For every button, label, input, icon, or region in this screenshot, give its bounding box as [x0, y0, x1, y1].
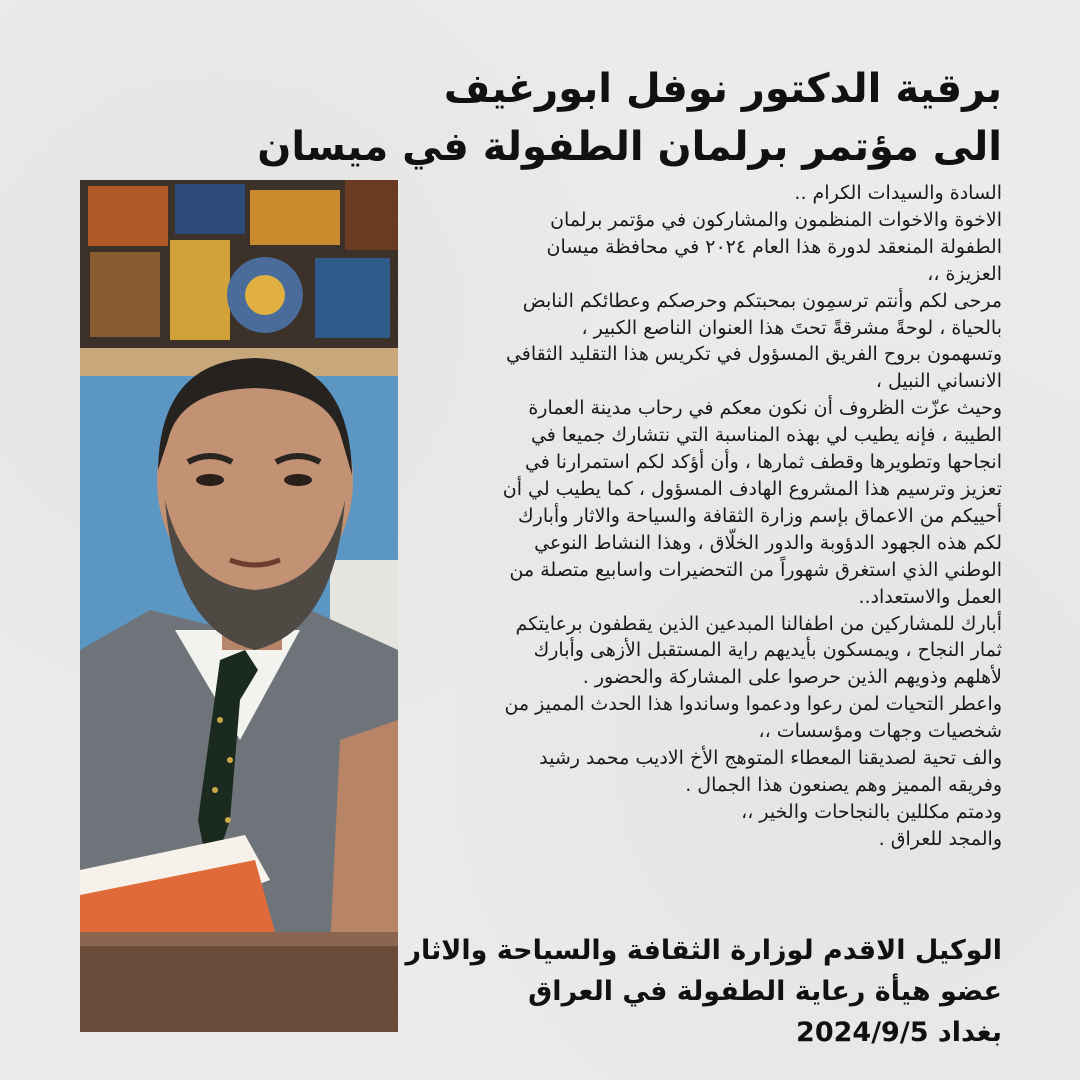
letter-line: الطيبة ، فإنه يطيب لي بهذه المناسبة التي نتشارك جميعا في — [530, 424, 1002, 447]
letter-line: الانساني النبيل ، — [875, 370, 1002, 393]
letter-line: انجاحها وتطويرها وقطف ثمارها ، وأن أؤكد لكم استمرارنا في — [524, 451, 1002, 474]
letter-line: العمل والاستعداد.. — [858, 585, 1002, 608]
letter-line: وفريقه المميز وهم يصنعون هذا الجمال . — [685, 773, 1002, 796]
signature-place-date: بغداد 2024/9/5 — [796, 1017, 1002, 1048]
letter-line: لكم هذه الجهود الدؤوبة والدور الخلّاق ، وهذا النشاط النوعي — [534, 531, 1002, 554]
title-line-1: برقية الدكتور نوفل ابورغيف — [443, 66, 1002, 112]
letter-line: لأهلهم وذويهم الذين حرصوا على المشاركة والحضور . — [582, 666, 1002, 689]
portrait-photo — [80, 180, 398, 1032]
letter-line: ودمتم مكللين بالنجاحات والخير ،، — [741, 800, 1002, 823]
letter-line: أبارك للمشاركين من اطفالنا المبدعين الذين يقطفون برعايتكم — [515, 612, 1002, 635]
signature-membership: عضو هيأة رعاية الطفولة في العراق — [528, 976, 1002, 1007]
portrait-illustration — [80, 180, 398, 1032]
signature-title: الوكيل الاقدم لوزارة الثقافة والسياحة والاثار — [405, 935, 1002, 966]
letter-line: الطفولة المنعقد لدورة هذا العام ٢٠٢٤ في محافظة ميسان — [546, 235, 1002, 258]
letter-line: الاخوة والاخوات المنظمون والمشاركون في مؤتمر برلمان — [550, 208, 1002, 231]
signature-block — [382, 930, 1002, 1053]
letter-line: تعزيز وترسيم هذا المشروع الهادف المسؤول ، كما يطيب لي أن — [502, 477, 1002, 500]
letter-body — [410, 180, 1002, 853]
letter-line: السادة والسيدات الكرام .. — [794, 182, 1002, 204]
letter-line: وحيث عزّت الظروف أن نكون معكم في رحاب مدينة العمارة — [528, 397, 1002, 420]
letter-line: شخصيات وجهات ومؤسسات ،، — [758, 720, 1002, 743]
letter-line: الوطني الذي استغرق شهوراً من التحضيرات واسابيع متصلة من — [509, 558, 1002, 581]
title-line-2: الى مؤتمر برلمان الطفولة في ميسان — [257, 124, 1002, 170]
letter-line: العزيزة ،، — [927, 262, 1002, 285]
letter-line: والف تحية لصديقنا المعطاء المتوهج الأخ الاديب محمد رشيد — [539, 747, 1002, 770]
letter-line: واعطر التحيات لمن رعوا ودعموا وساندوا هذا الحدث المميز من — [504, 693, 1002, 716]
letter-line: وتسهمون بروح الفريق المسؤول في تكريس هذا التقليد الثقافي — [505, 343, 1002, 366]
letter-line: ثمار النجاح ، ويمسكون بأيديهم راية المستقبل الأزهى وأبارك — [533, 639, 1002, 662]
letter-line: أحييكم من الاعماق بإسم وزارة الثقافة والسياحة والاثار وأبارك — [518, 504, 1002, 527]
letter-line: والمجد للعراق . — [878, 827, 1002, 850]
page-title — [257, 60, 1002, 176]
letter-line: بالحياة ، لوحةً مشرقةً تحتَ هذا العنوان الناصع الكبير ، — [581, 316, 1002, 339]
letter-line: مرحى لكم وأنتم ترسمِون بمحبتكم وحرصكم وعطائكم النابض — [522, 289, 1002, 312]
